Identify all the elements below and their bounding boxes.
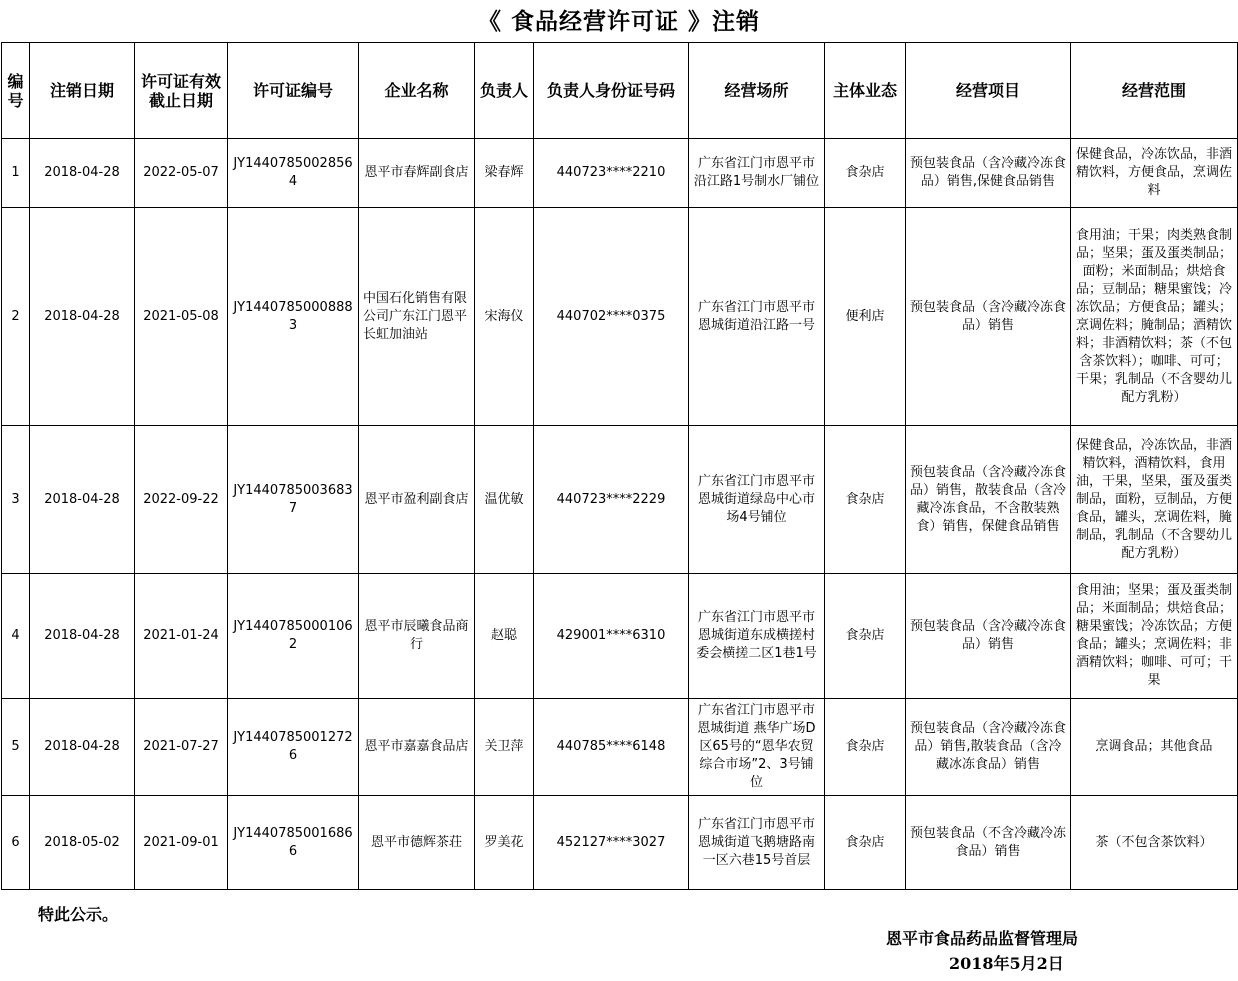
- table-row: [2, 139, 1238, 208]
- row-expiry: 2021-01-24: [135, 574, 228, 699]
- row-expiry: 2022-05-07: [135, 139, 228, 208]
- header-address: 经营场所: [689, 43, 825, 139]
- row-address: 广东省江门市恩平市沿江路1号制水厂铺位: [689, 139, 825, 208]
- issue-date: 2018年5月2日: [949, 954, 1064, 973]
- row-id-no: 452127****3027: [534, 796, 689, 890]
- header-license-no: 许可证编号: [228, 43, 359, 139]
- row-person: 宋海仪: [475, 208, 534, 426]
- row-format: 食杂店: [825, 699, 906, 796]
- row-format: 食杂店: [825, 426, 906, 574]
- row-project: 预包装食品（含冷藏冷冻食品）销售: [906, 574, 1071, 699]
- row-company: 恩平市德辉茶荘: [359, 796, 475, 890]
- row-license-no: JY14407850028564: [228, 139, 359, 208]
- row-license-no: JY14407850016866: [228, 796, 359, 890]
- row-no: 3: [2, 426, 30, 574]
- header-cancel-date: 注销日期: [30, 43, 135, 139]
- row-project: 预包装食品（含冷藏冷冻食品）销售,保健食品销售: [906, 139, 1071, 208]
- row-license-no: JY14407850036837: [228, 426, 359, 574]
- row-cancel-date: 2018-04-28: [30, 139, 135, 208]
- row-project: 预包装食品（含冷藏冷冻食品）销售，散装食品（含冷藏冷冻食品，不含散装熟食）销售，保健食品销售: [906, 426, 1071, 574]
- row-company: 恩平市春辉副食店: [359, 139, 475, 208]
- row-scope: 保健食品，冷冻饮品，非酒精饮料，酒精饮料，食用油，干果，坚果，蛋及蛋类制品，面粉，豆制品，方便食品，罐头，烹调佐料，腌制品，乳制品（不含婴幼儿配方乳粉）: [1071, 426, 1238, 574]
- issuing-authority: 恩平市食品药品监督管理局: [886, 929, 1079, 948]
- row-format: 便利店: [825, 208, 906, 426]
- table-row: [2, 426, 1238, 574]
- row-expiry: 2021-05-08: [135, 208, 228, 426]
- header-id-no: 负责人身份证号码: [534, 43, 689, 139]
- row-company: 恩平市辰曦食品商行: [359, 574, 475, 699]
- row-license-no: JY14407850001062: [228, 574, 359, 699]
- row-project: 预包装食品（不含冷藏冷冻食品）销售: [906, 796, 1071, 890]
- row-address: 广东省江门市恩平市恩城街道绿岛中心市场4号铺位: [689, 426, 825, 574]
- row-no: 2: [2, 208, 30, 426]
- row-expiry: 2021-09-01: [135, 796, 228, 890]
- row-scope: 茶（不包含茶饮料）: [1071, 796, 1238, 890]
- row-id-no: 440702****0375: [534, 208, 689, 426]
- row-cancel-date: 2018-04-28: [30, 574, 135, 699]
- header-row: [2, 43, 1238, 139]
- row-format: 食杂店: [825, 139, 906, 208]
- row-person: 梁春辉: [475, 139, 534, 208]
- page-title: 《 食品经营许可证 》注销: [477, 8, 760, 35]
- row-cancel-date: 2018-04-28: [30, 699, 135, 796]
- row-scope: 保健食品，冷冻饮品，非酒精饮料，方便食品，烹调佐料: [1071, 139, 1238, 208]
- notice-text: 特此公示。: [38, 905, 119, 924]
- table-row: [2, 796, 1238, 890]
- row-expiry: 2021-07-27: [135, 699, 228, 796]
- row-company: 中国石化销售有限公司广东江门恩平长虹加油站: [359, 208, 475, 426]
- row-project: 预包装食品（含冷藏冷冻食品）销售,散装食品（含冷藏冰冻食品）销售: [906, 699, 1071, 796]
- header-company: 企业名称: [359, 43, 475, 139]
- row-license-no: JY14407850008883: [228, 208, 359, 426]
- row-address: 广东省江门市恩平市恩城街道 燕华广场D区65号的“恩华农贸综合市场”2、3号铺位: [689, 699, 825, 796]
- row-no: 5: [2, 699, 30, 796]
- row-cancel-date: 2018-04-28: [30, 426, 135, 574]
- row-person: 罗美花: [475, 796, 534, 890]
- row-person: 赵聪: [475, 574, 534, 699]
- row-project: 预包装食品（含冷藏冷冻食品）销售: [906, 208, 1071, 426]
- row-cancel-date: 2018-04-28: [30, 208, 135, 426]
- row-person: 关卫萍: [475, 699, 534, 796]
- table-row: [2, 208, 1238, 426]
- row-id-no: 440723****2229: [534, 426, 689, 574]
- row-cancel-date: 2018-05-02: [30, 796, 135, 890]
- row-scope: 烹调食品；其他食品: [1071, 699, 1238, 796]
- header-scope: 经营范围: [1071, 43, 1238, 139]
- header-expiry: 许可证有效截止日期: [135, 43, 228, 139]
- row-scope: 食用油；坚果；蛋及蛋类制品；米面制品；烘焙食品；糖果蜜饯；冷冻饮品；方便食品；罐头；烹调佐料；非酒精饮料；咖啡、可可；干果: [1071, 574, 1238, 699]
- row-expiry: 2022-09-22: [135, 426, 228, 574]
- license-table: [1, 42, 1238, 890]
- header-no: 编号: [2, 43, 30, 139]
- row-id-no: 429001****6310: [534, 574, 689, 699]
- row-company: 恩平市嘉嘉食品店: [359, 699, 475, 796]
- row-no: 4: [2, 574, 30, 699]
- row-id-no: 440785****6148: [534, 699, 689, 796]
- row-company: 恩平市盈利副食店: [359, 426, 475, 574]
- row-address: 广东省江门市恩平市恩城街道东成横搓村委会横搓二区1巷1号: [689, 574, 825, 699]
- row-no: 6: [2, 796, 30, 890]
- header-format: 主体业态: [825, 43, 906, 139]
- row-scope: 食用油；干果；肉类熟食制品；坚果；蛋及蛋类制品；面粉；米面制品；烘焙食品；豆制品；糖果蜜饯；冷冻饮品；方便食品；罐头；烹调佐料；腌制品；酒精饮料；非酒精饮料；茶（不包含茶饮料）；咖啡、可可；干果；乳制品（不含婴幼儿配方乳粉）: [1071, 208, 1238, 426]
- row-no: 1: [2, 139, 30, 208]
- header-project: 经营项目: [906, 43, 1071, 139]
- row-license-no: JY14407850012726: [228, 699, 359, 796]
- header-person: 负责人: [475, 43, 534, 139]
- row-address: 广东省江门市恩平市恩城街道沿江路一号: [689, 208, 825, 426]
- row-address: 广东省江门市恩平市恩城街道飞鹅塘路南一区六巷15号首层: [689, 796, 825, 890]
- table-row: [2, 699, 1238, 796]
- row-person: 温优敏: [475, 426, 534, 574]
- row-id-no: 440723****2210: [534, 139, 689, 208]
- row-format: 食杂店: [825, 796, 906, 890]
- row-format: 食杂店: [825, 574, 906, 699]
- table-row: [2, 574, 1238, 699]
